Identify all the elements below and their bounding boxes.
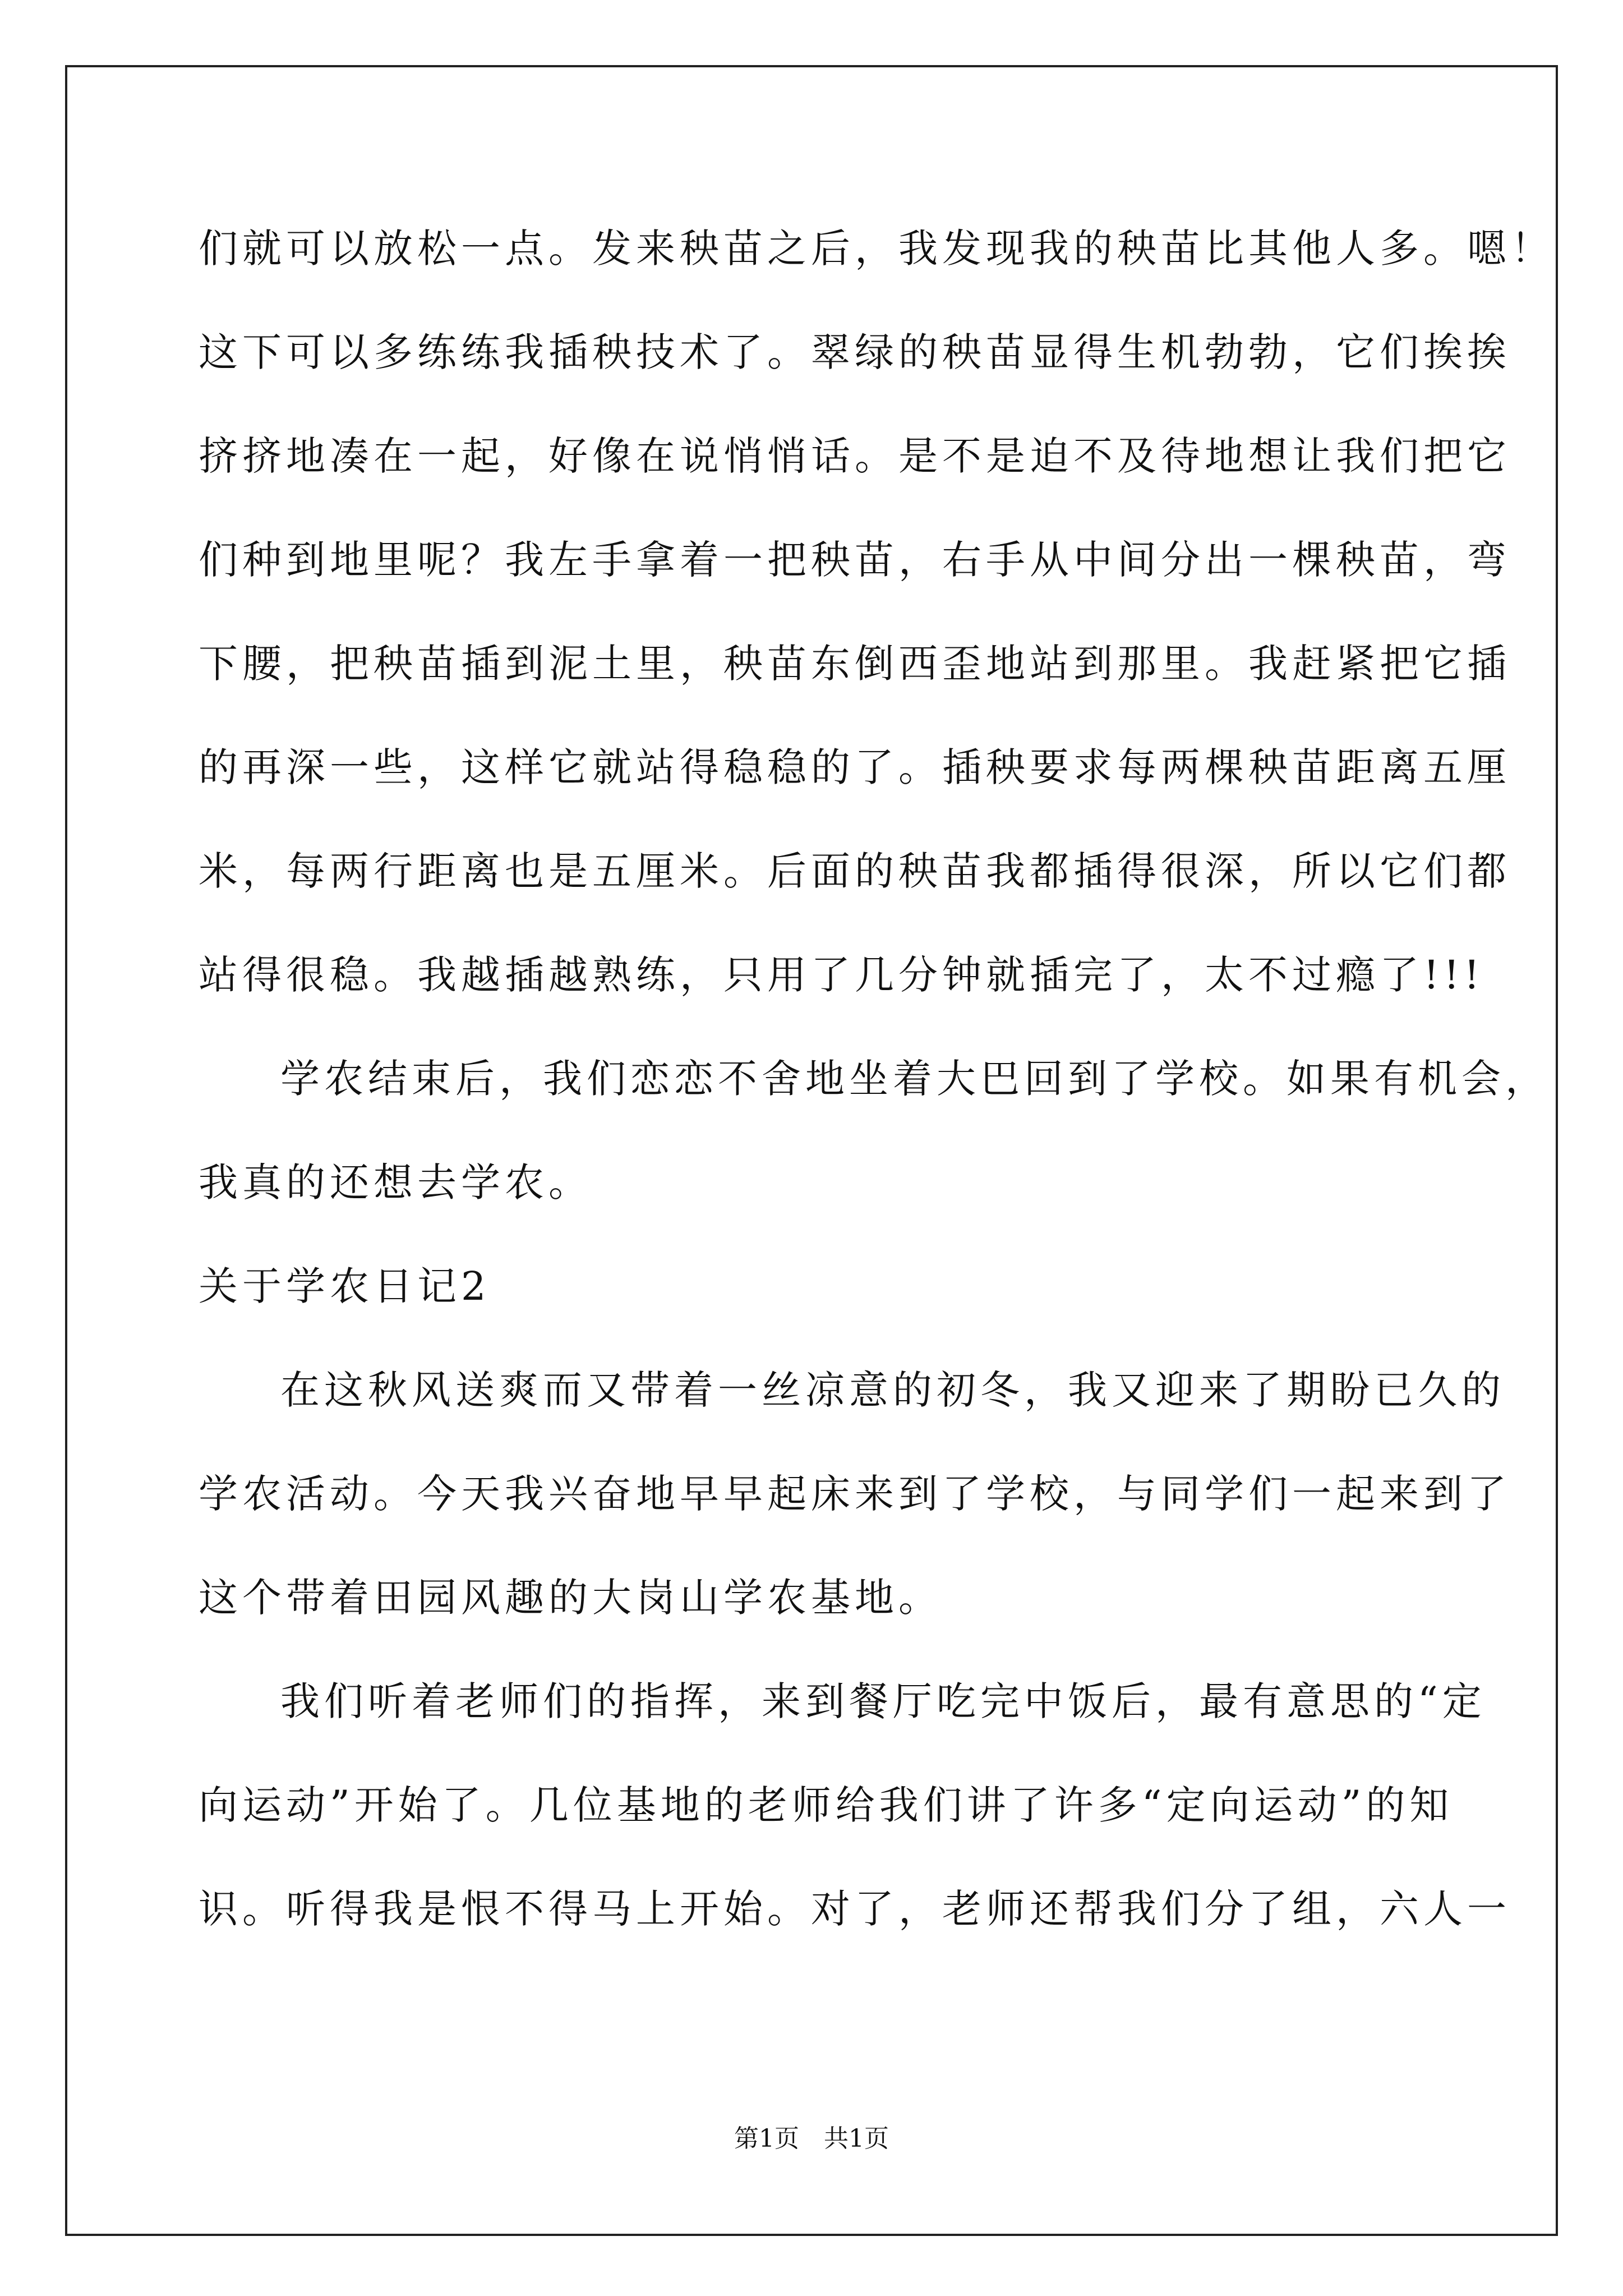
- text-line: 米，每两行距离也是五厘米。后面的秧苗我都插得很深，所以它们都: [199, 848, 1511, 894]
- text-line: 这个带着田园风趣的大岗山学农基地。: [199, 1575, 942, 1621]
- text-line: 站得很稳。我越插越熟练，只用了几分钟就插完了，太不过瘾了!!!: [199, 952, 1484, 998]
- page-footer: 第1页 共1页: [734, 2124, 889, 2153]
- text-line: 学农活动。今天我兴奋地早早起床来到了学校，与同学们一起来到了: [199, 1471, 1511, 1517]
- text-line: 这下可以多练练我插秧技术了。翠绿的秧苗显得生机勃勃，它们挨挨: [199, 329, 1511, 375]
- section-heading: 关于学农日记2: [199, 1263, 491, 1309]
- paragraph-start-line: 我们听着老师们的指挥，来到餐厅吃完中饭后，最有意思的“定: [280, 1678, 1486, 1724]
- text-line: 下腰，把秧苗插到泥土里，秧苗东倒西歪地站到那里。我赶紧把它插: [199, 641, 1511, 687]
- text-line: 们种到地里呢？我左手拿着一把秧苗，右手从中间分出一棵秧苗，弯: [199, 537, 1511, 583]
- paragraph-start-line: 在这秋风送爽而又带着一丝凉意的初冬，我又迎来了期盼已久的: [280, 1367, 1505, 1413]
- text-line: 我真的还想去学农。: [199, 1159, 592, 1205]
- text-line: 识。听得我是恨不得马上开始。对了，老师还帮我们分了组，六人一: [199, 1886, 1511, 1932]
- text-line: 挤挤地凑在一起，好像在说悄悄话。是不是迫不及待地想让我们把它: [199, 433, 1511, 479]
- text-line: 向运动”开始了。几位基地的老师给我们讲了许多“定向运动”的知: [199, 1782, 1454, 1828]
- text-line: 的再深一些，这样它就站得稳稳的了。插秧要求每两棵秧苗距离五厘: [199, 744, 1511, 790]
- paragraph-start-line: 学农结束后，我们恋恋不舍地坐着大巴回到了学校。如果有机会，: [280, 1056, 1549, 1102]
- text-line: 们就可以放松一点。发来秧苗之后，我发现我的秧苗比其他人多。嗯！: [199, 226, 1555, 272]
